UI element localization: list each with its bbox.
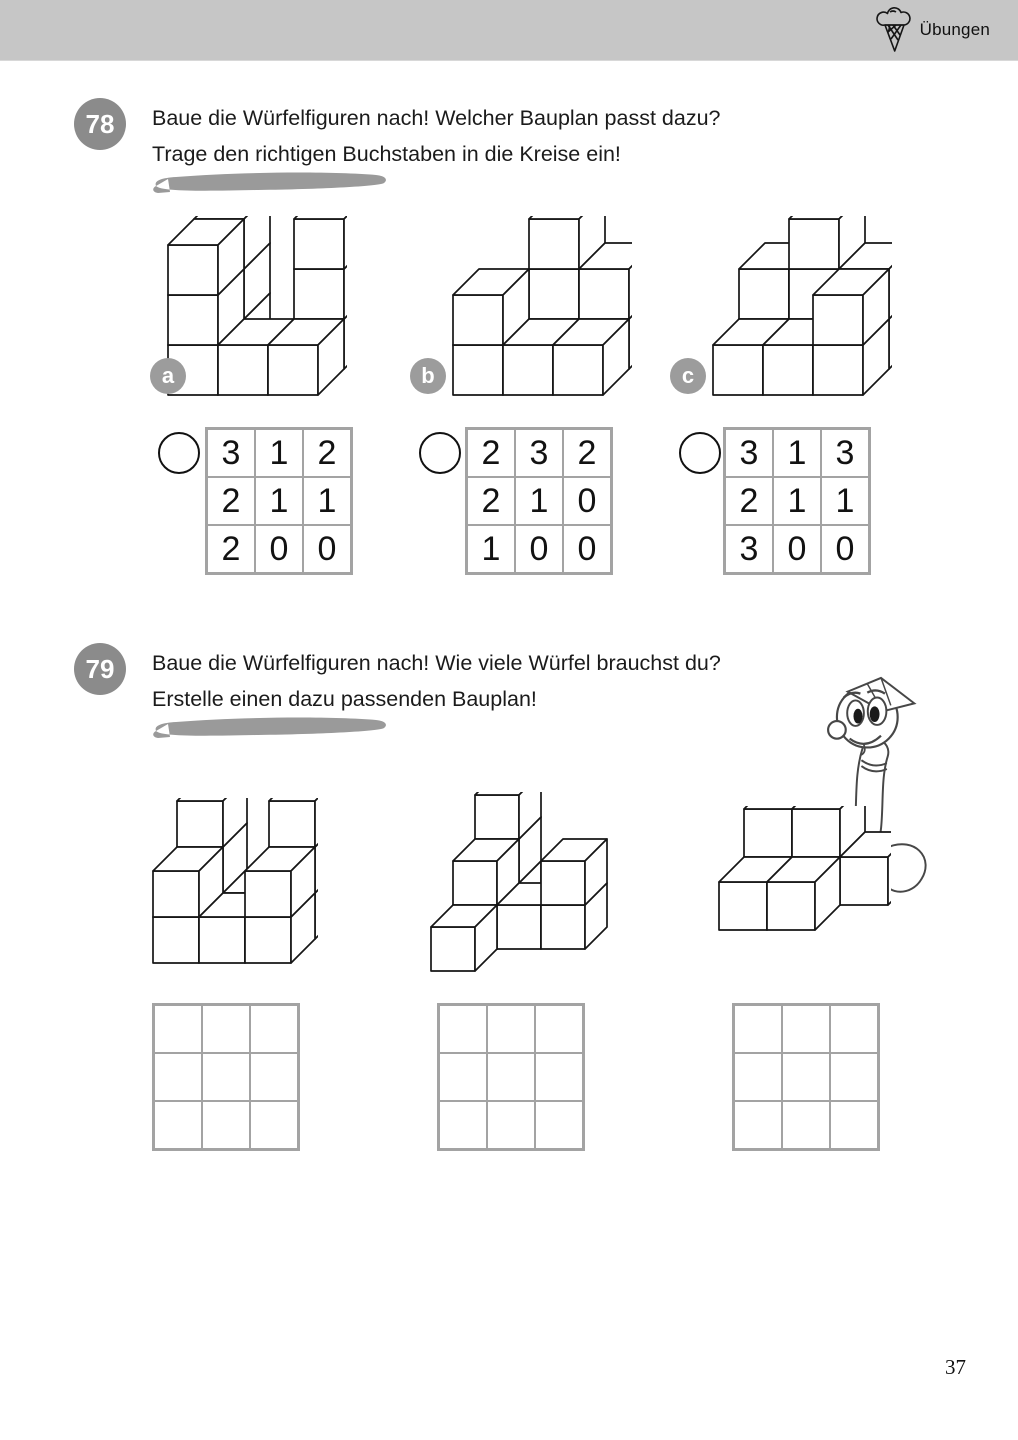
bauplan-cell: 2	[467, 429, 515, 477]
bauplan-cell: 3	[207, 429, 255, 477]
bauplan-grid-2	[465, 427, 613, 575]
bauplan-cell: 2	[207, 477, 255, 525]
empty-bauplan-cell[interactable]	[830, 1053, 878, 1101]
empty-bauplan-cell[interactable]	[250, 1053, 298, 1101]
bauplan-grid-1	[205, 427, 353, 575]
bauplan-cell: 1	[773, 477, 821, 525]
ice-cream-icon	[876, 6, 912, 54]
cube-figure-a	[165, 216, 347, 403]
bauplan-cell: 0	[303, 525, 351, 573]
task-79-instruction-line1: Baue die Würfelfiguren nach! Wie viele Würfel brauchst du?	[152, 651, 721, 675]
bauplan-cell: 1	[773, 429, 821, 477]
empty-bauplan-cell[interactable]	[154, 1053, 202, 1101]
bauplan-cell: 2	[207, 525, 255, 573]
bauplan-cell: 1	[821, 477, 869, 525]
bauplan-cell: 0	[563, 477, 611, 525]
bauplan-cell: 2	[563, 429, 611, 477]
empty-bauplan-cell[interactable]	[439, 1101, 487, 1149]
bauplan-cell: 3	[821, 429, 869, 477]
empty-bauplan-cell[interactable]	[250, 1101, 298, 1149]
empty-bauplan-cell[interactable]	[202, 1053, 250, 1101]
answer-circle-3[interactable]	[679, 432, 721, 474]
bauplan-cell: 0	[773, 525, 821, 573]
figure-label-a: a	[150, 358, 186, 394]
empty-bauplan-cell[interactable]	[154, 1101, 202, 1149]
empty-bauplan-cell[interactable]	[250, 1005, 298, 1053]
bauplan-cell: 0	[515, 525, 563, 573]
empty-bauplan-grid-1	[152, 1003, 300, 1151]
empty-bauplan-grid-3	[732, 1003, 880, 1151]
cube-figure-79-1	[150, 798, 318, 971]
task-78-instruction-line2: Trage den richtigen Buchstaben in die Kreise ein!	[152, 142, 621, 166]
empty-bauplan-cell[interactable]	[782, 1053, 830, 1101]
task-78-instruction	[152, 100, 872, 172]
empty-bauplan-cell[interactable]	[535, 1101, 583, 1149]
bauplan-cell: 2	[303, 429, 351, 477]
empty-bauplan-cell[interactable]	[439, 1053, 487, 1101]
bauplan-cell: 1	[255, 429, 303, 477]
bauplan-cell: 1	[303, 477, 351, 525]
empty-bauplan-grid-2	[437, 1003, 585, 1151]
bauplan-cell: 3	[515, 429, 563, 477]
header-title: Übungen	[919, 20, 990, 39]
bauplan-cell: 1	[255, 477, 303, 525]
bauplan-grid-3	[723, 427, 871, 575]
empty-bauplan-cell[interactable]	[487, 1005, 535, 1053]
header-bar	[0, 0, 1018, 61]
empty-bauplan-cell[interactable]	[734, 1053, 782, 1101]
figure-label-b: b	[410, 358, 446, 394]
cube-figure-79-3	[716, 806, 891, 938]
bauplan-cell: 0	[821, 525, 869, 573]
task-79-instruction-line2: Erstelle einen dazu passenden Bauplan!	[152, 687, 537, 711]
empty-bauplan-cell[interactable]	[782, 1005, 830, 1053]
empty-bauplan-cell[interactable]	[734, 1101, 782, 1149]
empty-bauplan-cell[interactable]	[782, 1101, 830, 1149]
bauplan-cell: 3	[725, 429, 773, 477]
task-79-instruction	[152, 645, 872, 717]
answer-circle-1[interactable]	[158, 432, 200, 474]
page-number: 37	[945, 1355, 966, 1379]
empty-bauplan-cell[interactable]	[535, 1005, 583, 1053]
bauplan-cell: 0	[563, 525, 611, 573]
bauplan-cell: 0	[255, 525, 303, 573]
empty-bauplan-cell[interactable]	[830, 1101, 878, 1149]
bauplan-cell: 3	[725, 525, 773, 573]
task-78-badge: 78	[74, 98, 126, 150]
empty-bauplan-cell[interactable]	[487, 1053, 535, 1101]
empty-bauplan-cell[interactable]	[439, 1005, 487, 1053]
brush-stroke-78	[148, 168, 391, 196]
figure-label-c: c	[670, 358, 706, 394]
bauplan-cell: 2	[725, 477, 773, 525]
empty-bauplan-cell[interactable]	[154, 1005, 202, 1053]
brush-stroke-79	[148, 713, 391, 741]
bauplan-cell: 2	[467, 477, 515, 525]
empty-bauplan-cell[interactable]	[487, 1101, 535, 1149]
empty-bauplan-cell[interactable]	[535, 1053, 583, 1101]
header-right	[876, 6, 990, 54]
empty-bauplan-cell[interactable]	[202, 1101, 250, 1149]
task-78-instruction-line1: Baue die Würfelfiguren nach! Welcher Bauplan passt dazu?	[152, 106, 721, 130]
cube-figure-79-2	[428, 792, 610, 979]
bauplan-cell: 1	[467, 525, 515, 573]
empty-bauplan-cell[interactable]	[202, 1005, 250, 1053]
bauplan-cell: 1	[515, 477, 563, 525]
answer-circle-2[interactable]	[419, 432, 461, 474]
cube-figure-b	[450, 216, 632, 403]
cube-figure-c	[710, 216, 892, 403]
empty-bauplan-cell[interactable]	[734, 1005, 782, 1053]
empty-bauplan-cell[interactable]	[830, 1005, 878, 1053]
task-79-badge: 79	[74, 643, 126, 695]
